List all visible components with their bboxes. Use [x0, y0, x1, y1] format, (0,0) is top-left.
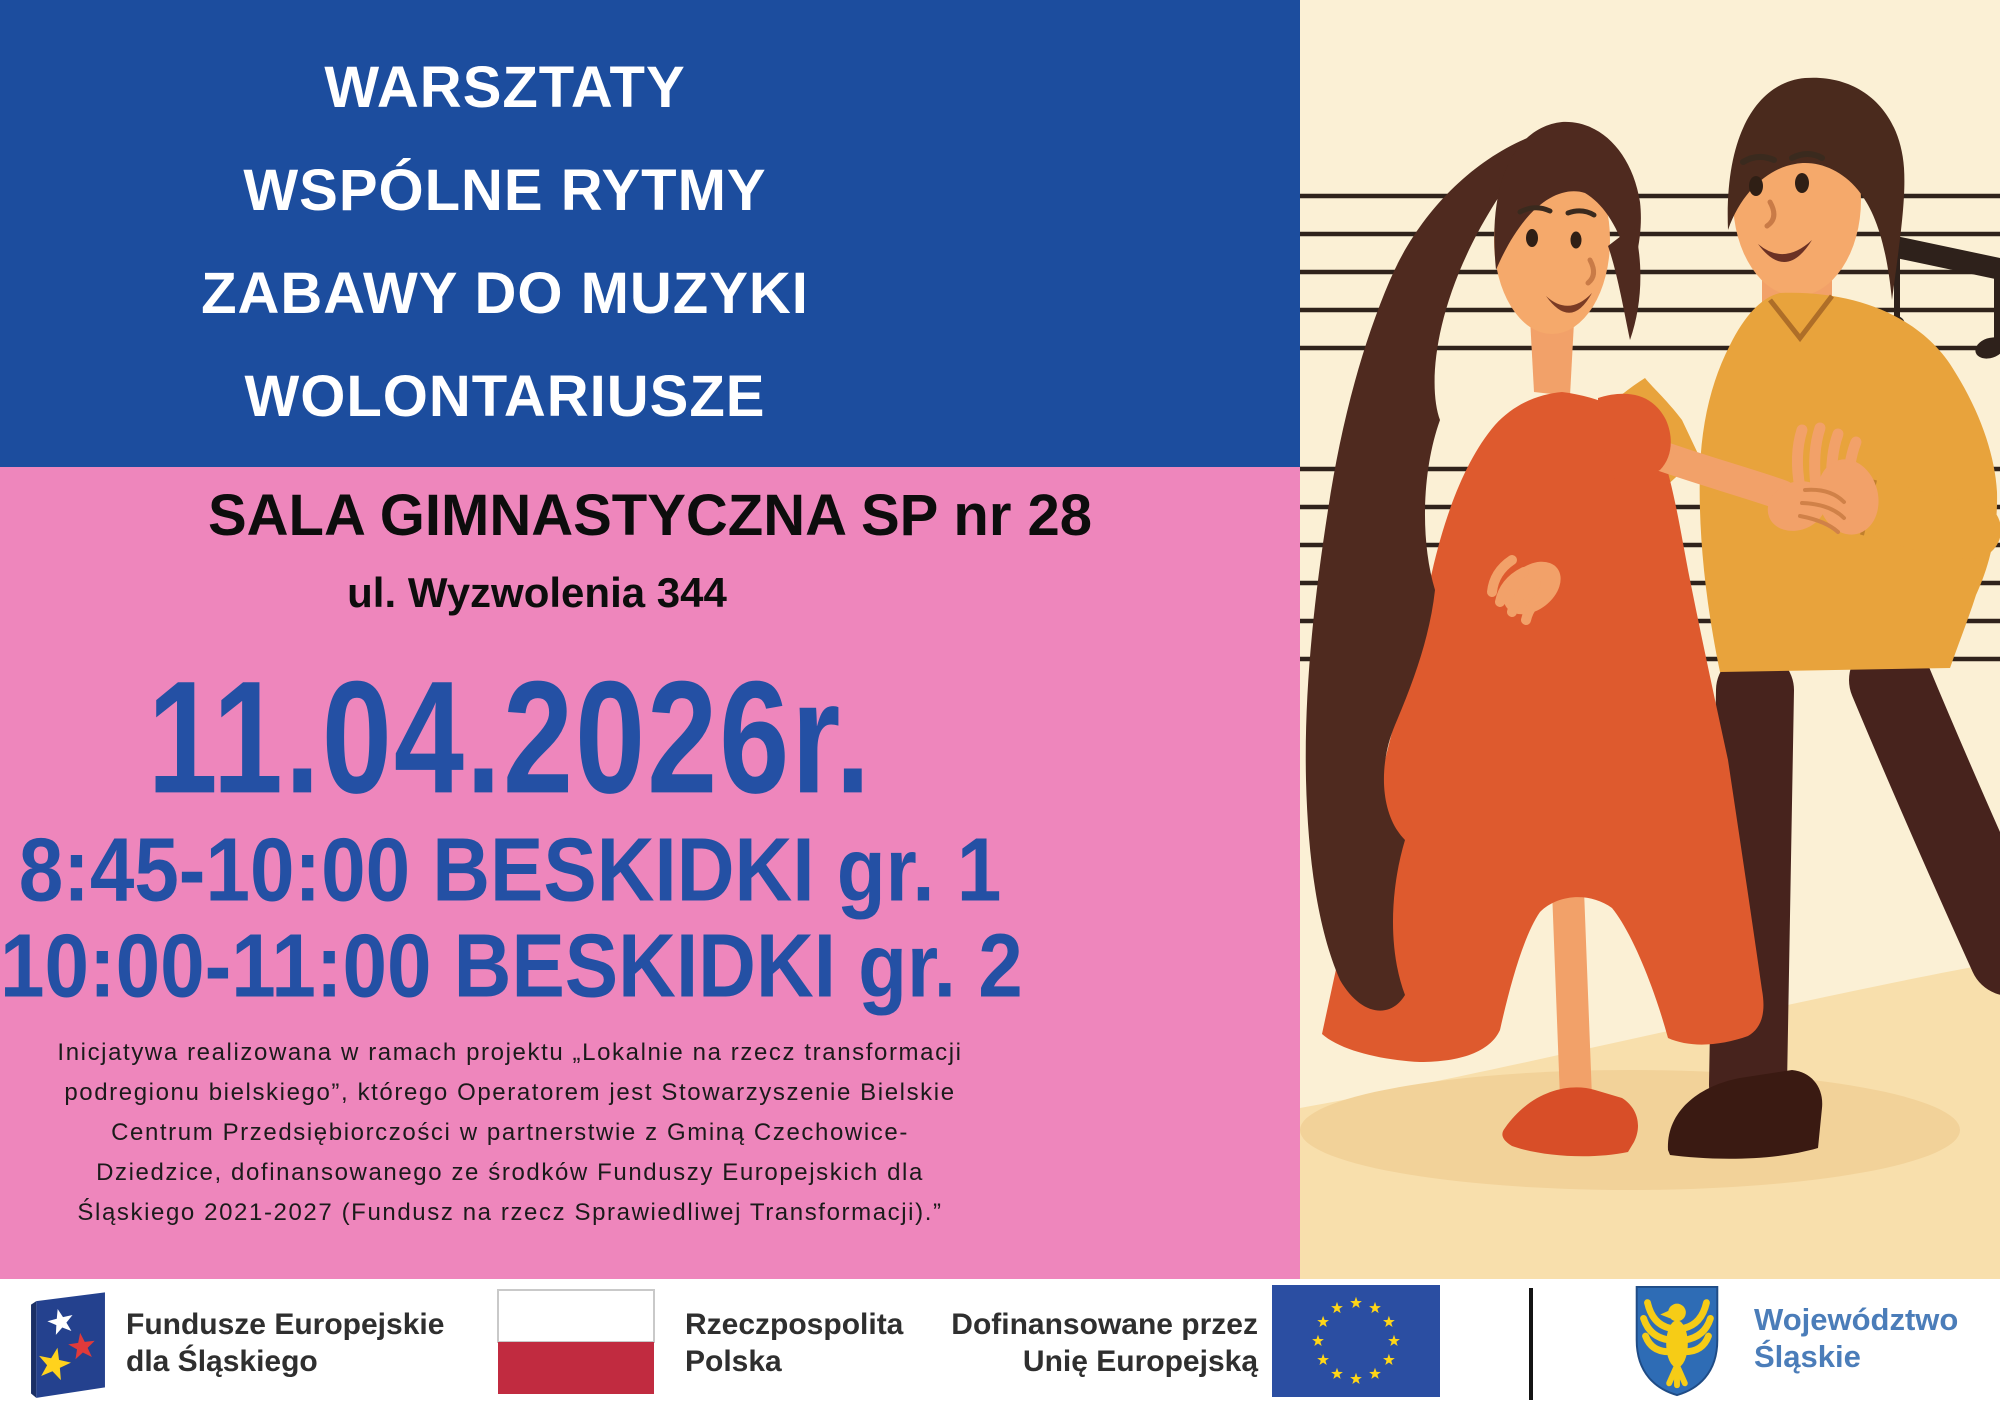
eu-funds-label [126, 1306, 444, 1380]
silesia-label [1754, 1301, 1958, 1375]
venue-address: ul. Wyzwolenia 344 [347, 569, 727, 616]
venue-name: SALA GIMNASTYCZNA SP nr 28 [207, 483, 1093, 548]
title-line-2: WSPÓLNE RYTMY [243, 158, 767, 223]
silesia-label-line-2: Śląskie [1754, 1339, 1861, 1374]
disclaimer-line-2: podregionu bielskiego”, którego Operatorem jest Stowarzyszenie Bielskie [64, 1079, 956, 1106]
eu-cofunding-label-line-2: Unię Europejską [1022, 1345, 1258, 1378]
eu-cofunding-label [900, 1306, 1258, 1380]
schedule-group-1: 8:45-10:00 BESKIDKI gr. 1 [18, 819, 1002, 920]
title-line-3: ZABAWY DO MUZYKI [201, 261, 809, 326]
disclaimer-line-4: Dziedzice, dofinansowanego ze środków Funduszy Europejskich dla [96, 1159, 924, 1186]
poland-label [685, 1306, 903, 1380]
eu-funds-label-line-1: Fundusze Europejskie [126, 1308, 445, 1341]
eu-funds-label-line-2: dla Śląskiego [126, 1345, 318, 1378]
schedule [0, 819, 1023, 1016]
poland-label-line-2: Polska [685, 1345, 782, 1378]
disclaimer-line-5: Śląskiego 2021-2027 (Fundusz na rzecz Sprawiedliwej Transformacji).” [77, 1199, 943, 1226]
eu-cofunding-label-line-1: Dofinansowane przez [951, 1308, 1258, 1341]
silesia-coat-of-arms [1632, 1283, 1722, 1399]
poster-title [0, 36, 1010, 448]
eu-funds-logo [24, 1282, 112, 1410]
silesia-label-line-1: Województwo [1754, 1302, 1959, 1337]
schedule-group-2: 10:00-11:00 BESKIDKI gr. 2 [0, 916, 1023, 1016]
eu-flag [1272, 1285, 1440, 1397]
poland-label-line-1: Rzeczpospolita [685, 1308, 904, 1341]
event-date: 11.04.2026r. [147, 647, 873, 827]
project-disclaimer [0, 1033, 1020, 1233]
footer-logos-bar [0, 1279, 2000, 1414]
poland-flag [497, 1289, 655, 1395]
footer-divider [1529, 1288, 1533, 1400]
title-line-1: WARSZTATY [324, 55, 686, 120]
title-line-4: WOLONTARIUSZE [244, 364, 766, 429]
disclaimer-line-3: Centrum Przedsiębiorczości w partnerstwie z Gminą Czechowice- [111, 1119, 909, 1146]
disclaimer-line-1: Inicjatywa realizowana w ramach projektu „Lokalnie na rzecz transformacji [57, 1039, 963, 1066]
dancing-couple-illustration [1300, 0, 2000, 1279]
